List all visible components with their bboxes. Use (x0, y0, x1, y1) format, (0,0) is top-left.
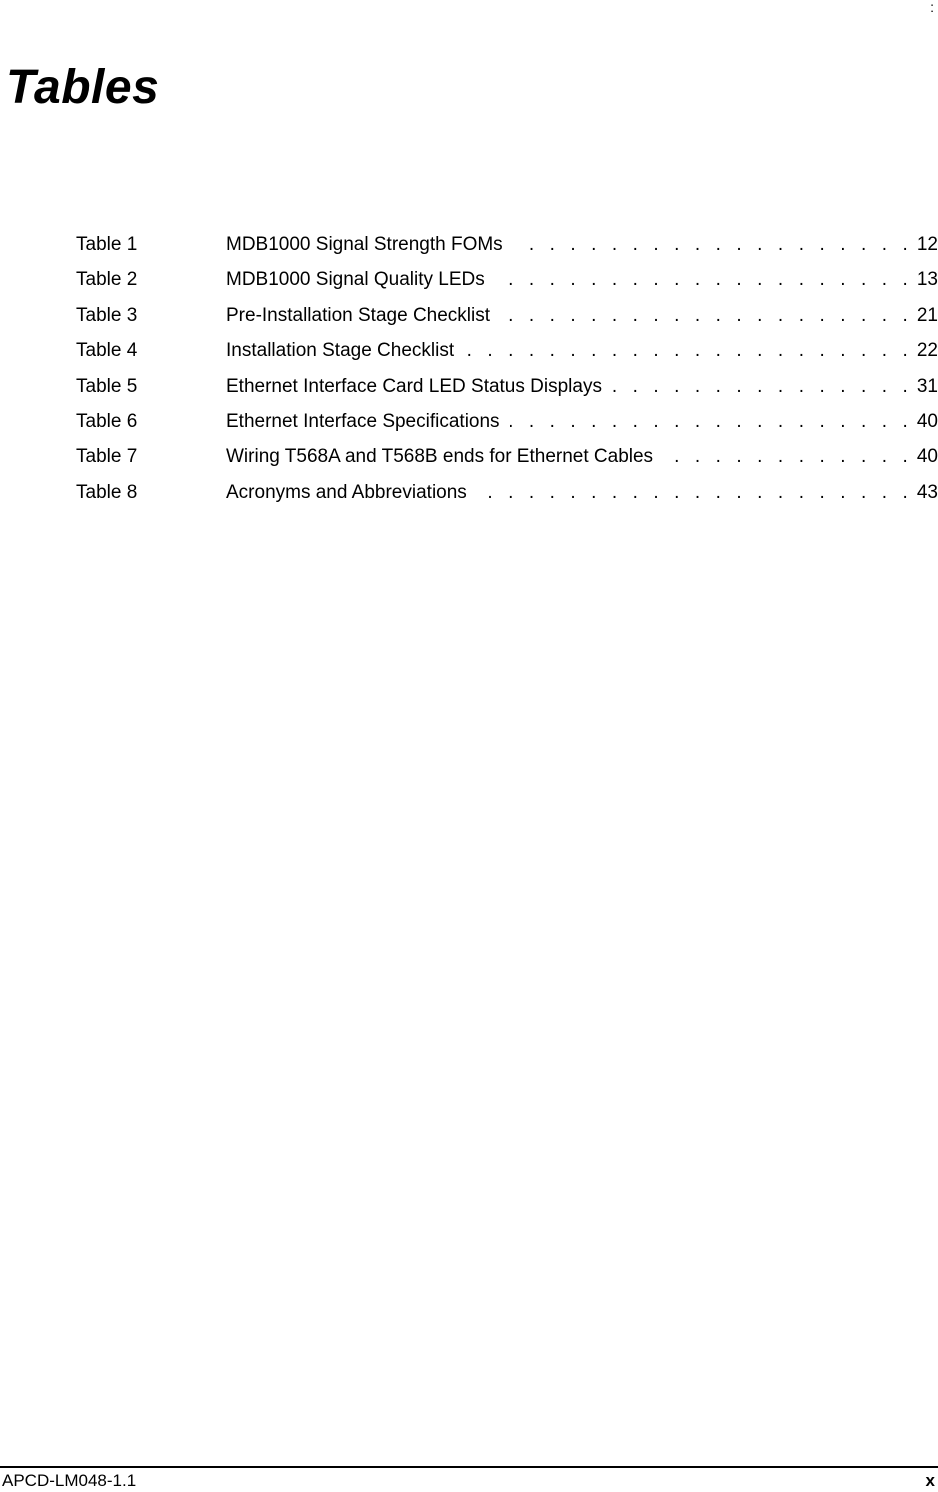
dot-leader (663, 439, 913, 474)
toc-entry[interactable] (76, 227, 938, 262)
toc-entry-title: Acronyms and Abbreviations (226, 481, 467, 503)
dot-leader (495, 262, 913, 297)
toc-entry[interactable] (76, 333, 938, 368)
toc-entry-number: Table 4 (76, 340, 138, 362)
dot-leader (513, 227, 913, 262)
footer-page-number: x (925, 1471, 935, 1490)
toc-entry-page: 21 (916, 304, 938, 326)
toc-entry-title: Installation Stage Checklist (226, 340, 455, 362)
toc-entry-number: Table 1 (76, 234, 138, 255)
toc-entry-number: Table 6 (76, 410, 138, 432)
toc-entry-title: Ethernet Interface Specifications (226, 410, 500, 432)
toc-entry-number: Table 7 (76, 446, 138, 468)
toc-entry-title: MDB1000 Signal Quality LEDs (226, 269, 485, 291)
toc-entry-number: Table 8 (76, 481, 138, 503)
page-title: Tables (6, 61, 160, 114)
corner-mark: : (930, 0, 934, 15)
toc-entry-number: Table 5 (76, 375, 138, 397)
toc-entry-number: Table 2 (76, 269, 138, 291)
toc-entry[interactable] (76, 475, 938, 510)
dot-leader (500, 298, 913, 333)
dot-leader (464, 333, 913, 368)
toc-entry-page: 13 (916, 269, 938, 291)
dot-leader (612, 369, 913, 404)
toc-entry[interactable] (76, 439, 938, 474)
toc-entry-page: 43 (916, 481, 938, 503)
toc-entry-page: 22 (916, 340, 938, 362)
toc-entry-number: Table 3 (76, 304, 138, 326)
toc-entry-page: 40 (916, 446, 938, 468)
toc-entry[interactable] (76, 262, 938, 297)
toc-entry-page: 12 (916, 234, 938, 255)
toc-entry-page: 40 (916, 410, 938, 432)
toc-entry-title: Wiring T568A and T568B ends for Ethernet Cables (226, 446, 654, 468)
footer-divider (0, 1466, 938, 1468)
footer-doc-id: APCD-LM048-1.1 (2, 1471, 137, 1490)
dot-leader (477, 475, 913, 510)
toc-entry-title: Ethernet Interface Card LED Status Displays (226, 375, 602, 397)
toc-entry[interactable] (76, 369, 938, 404)
toc-entry[interactable] (76, 298, 938, 333)
dot-leader (510, 404, 913, 439)
table-of-tables (76, 227, 938, 510)
toc-entry-page: 31 (916, 375, 938, 397)
toc-entry[interactable] (76, 404, 938, 439)
toc-entry-title: MDB1000 Signal Strength FOMs (226, 234, 503, 255)
toc-entry-title: Pre-Installation Stage Checklist (226, 304, 491, 326)
